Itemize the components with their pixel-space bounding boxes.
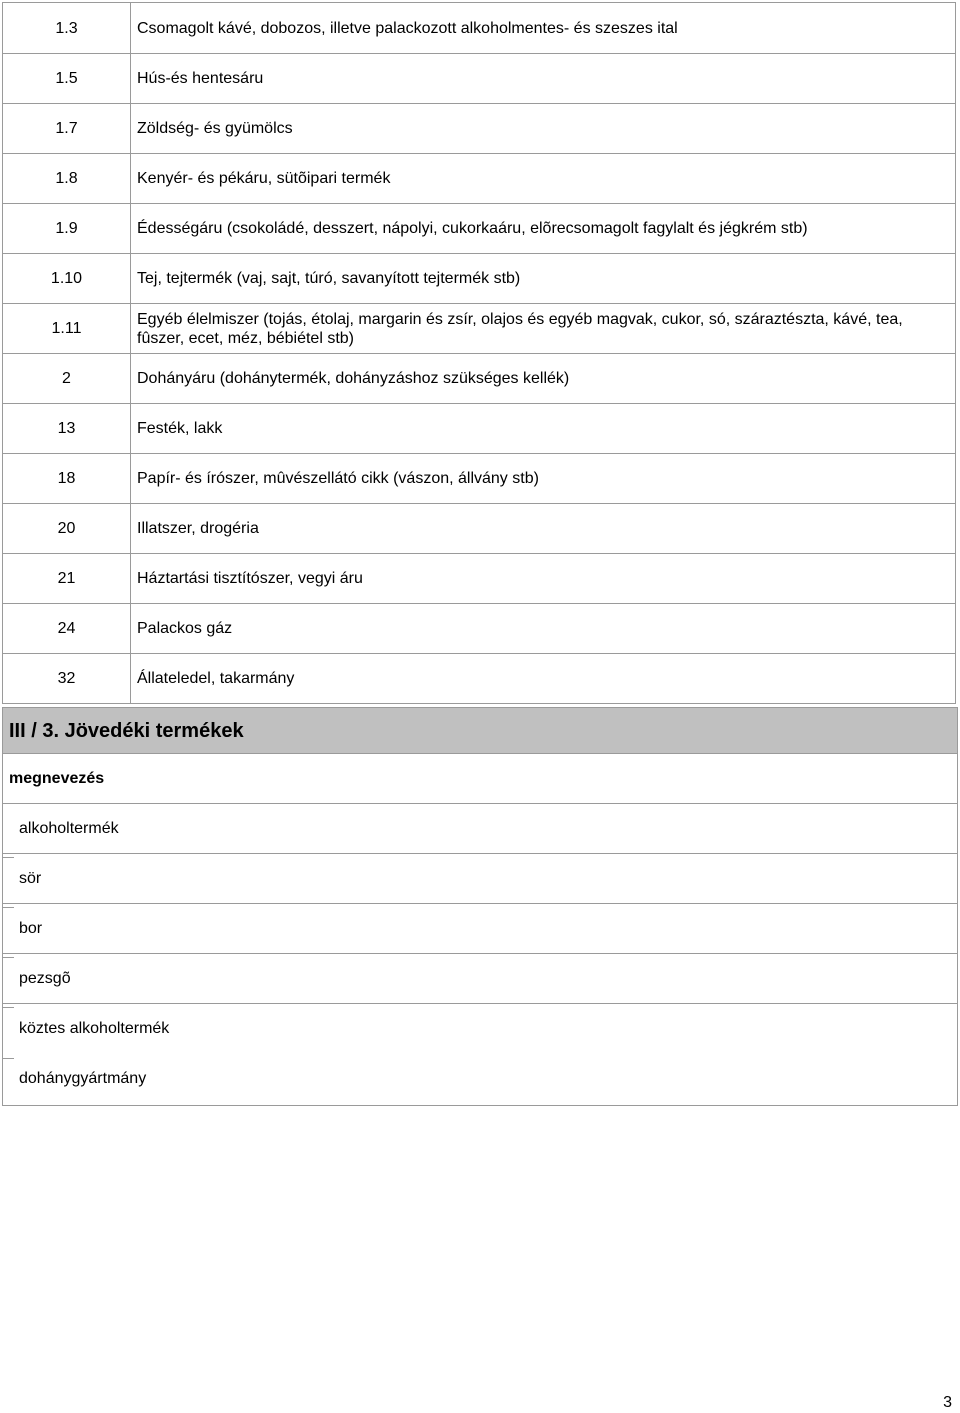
table-row	[3, 654, 956, 704]
table-row	[3, 154, 956, 204]
excise-item-label: dohánygyártmány	[19, 1070, 147, 1087]
category-name: Zöldség- és gyümölcs	[131, 104, 956, 154]
table-row	[3, 3, 956, 54]
category-code: 1.10	[3, 254, 131, 304]
category-name: Tej, tejtermék (vaj, sajt, túró, savanyított tejtermék stb)	[131, 254, 956, 304]
table-row	[3, 354, 956, 404]
product-category-table	[2, 2, 956, 704]
page-number: 3	[943, 1394, 952, 1411]
table-row	[3, 454, 956, 504]
table-row	[3, 604, 956, 654]
column-header: megnevezés	[3, 754, 957, 804]
category-name: Festék, lakk	[131, 404, 956, 454]
list-item	[3, 954, 957, 1004]
category-name: Illatszer, drogéria	[131, 504, 956, 554]
excise-item-label: bor	[19, 920, 43, 937]
category-name: Háztartási tisztítószer, vegyi áru	[131, 554, 956, 604]
category-code: 20	[3, 504, 131, 554]
table-row	[3, 204, 956, 254]
section-heading: III / 3. Jövedéki termékek	[3, 708, 957, 754]
excise-item-label: köztes alkoholtermék	[19, 1020, 170, 1037]
excise-item-label: alkoholtermék	[19, 820, 119, 837]
category-code: 1.3	[3, 3, 131, 54]
table-row	[3, 254, 956, 304]
category-code: 21	[3, 554, 131, 604]
list-item	[3, 1054, 957, 1104]
category-code: 13	[3, 404, 131, 454]
excise-item-label: pezsgõ	[19, 970, 71, 987]
table-row	[3, 54, 956, 104]
category-code: 1.7	[3, 104, 131, 154]
table-row	[3, 104, 956, 154]
category-name: Palackos gáz	[131, 604, 956, 654]
category-code: 1.11	[3, 304, 131, 354]
category-code: 1.5	[3, 54, 131, 104]
category-name: Dohányáru (dohánytermék, dohányzáshoz szükséges kellék)	[131, 354, 956, 404]
list-item	[3, 804, 957, 854]
category-code: 18	[3, 454, 131, 504]
list-item	[3, 854, 957, 904]
category-code: 1.9	[3, 204, 131, 254]
table-row	[3, 554, 956, 604]
category-name: Csomagolt kávé, dobozos, illetve palackozott alkoholmentes- és szeszes ital	[131, 3, 956, 54]
category-name: Egyéb élelmiszer (tojás, étolaj, margarin és zsír, olajos és egyéb magvak, cukor, só, száraztészta, kávé, tea, fûszer, ecet, méz, bébiétel stb)	[131, 304, 956, 354]
table-row	[3, 504, 956, 554]
table-row	[3, 404, 956, 454]
list-item	[3, 1004, 957, 1054]
excise-item-label: sör	[19, 870, 42, 887]
category-code: 24	[3, 604, 131, 654]
category-name: Hús-és hentesáru	[131, 54, 956, 104]
list-item	[3, 904, 957, 954]
table-row	[3, 304, 956, 354]
category-name: Állateledel, takarmány	[131, 654, 956, 704]
category-code: 32	[3, 654, 131, 704]
category-code: 2	[3, 354, 131, 404]
category-name: Édességáru (csokoládé, desszert, nápolyi, cukorkaáru, elõrecsomagolt fagylalt és jégkrém stb)	[131, 204, 956, 254]
category-name: Papír- és írószer, mûvészellátó cikk (vászon, állvány stb)	[131, 454, 956, 504]
excise-products-section	[2, 707, 958, 1106]
category-name: Kenyér- és pékáru, sütõipari termék	[131, 154, 956, 204]
category-code: 1.8	[3, 154, 131, 204]
